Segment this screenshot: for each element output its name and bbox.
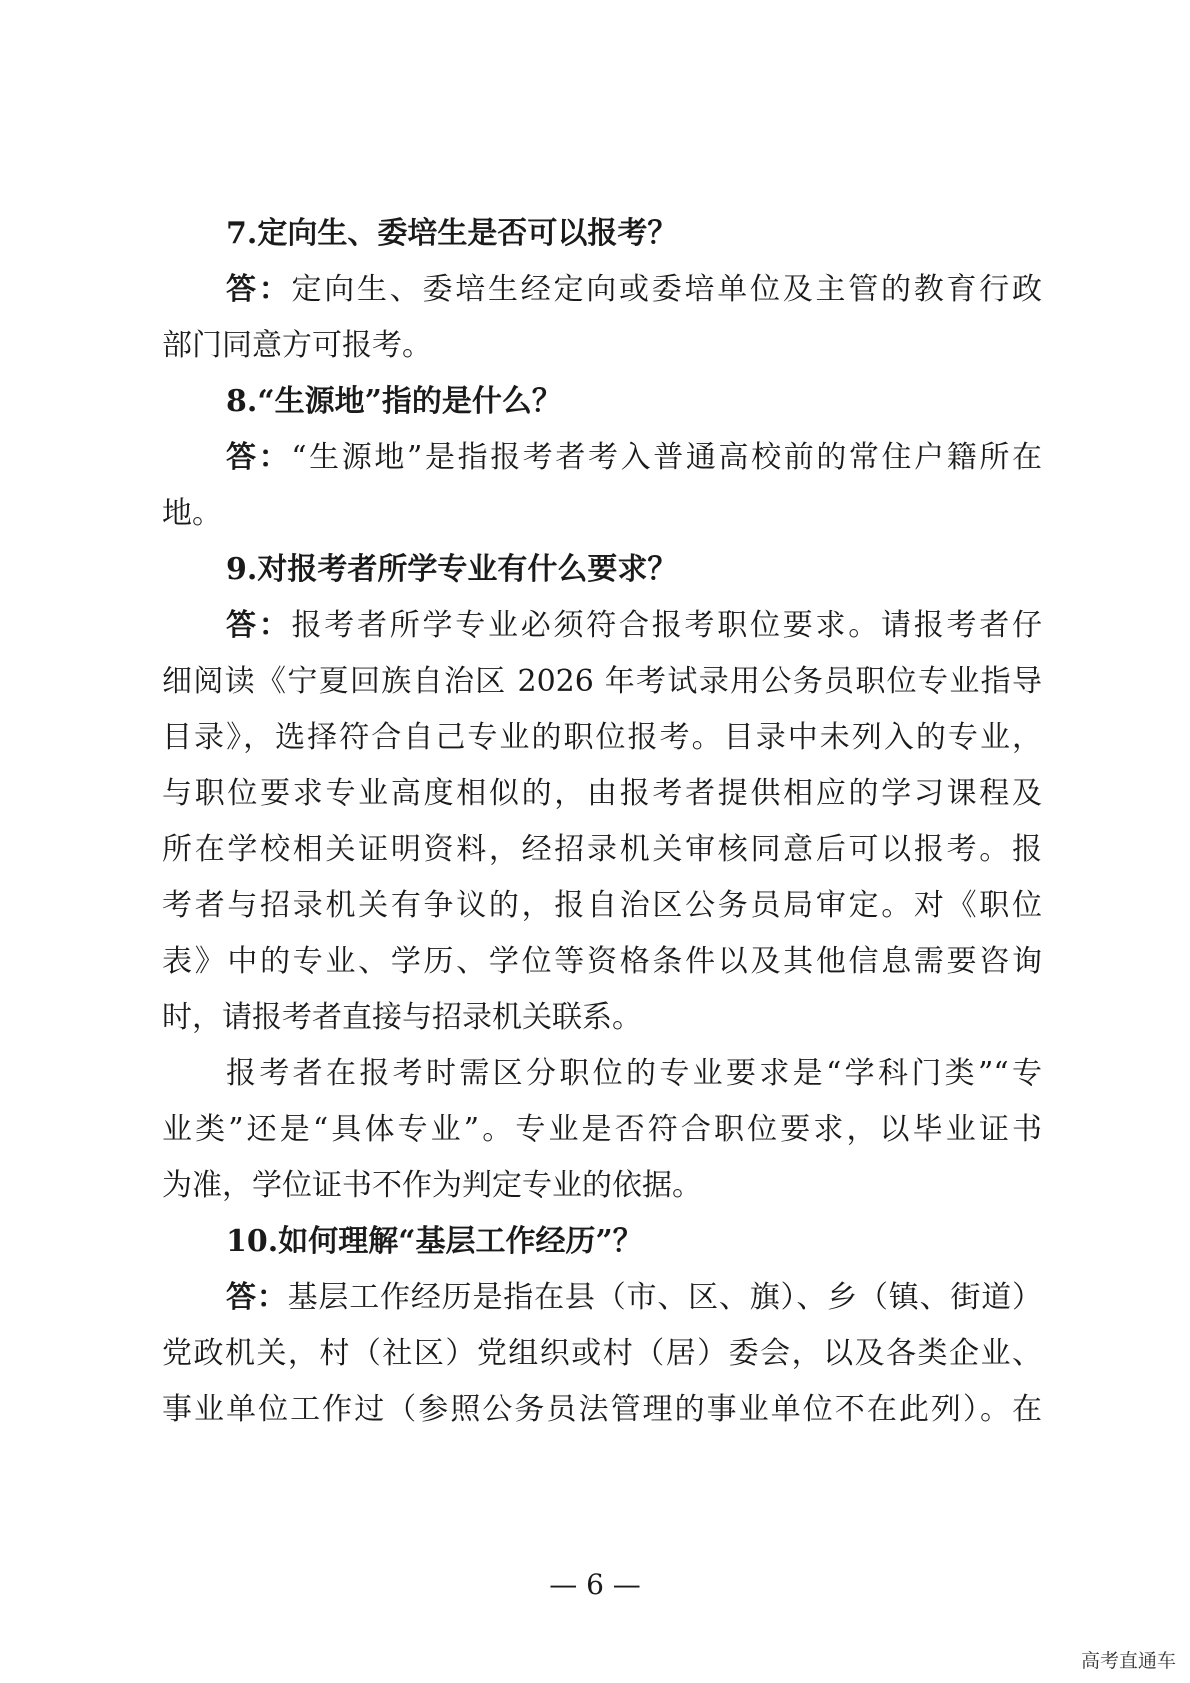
answer-text: 报考者所学专业必须符合报考职位要求。请报考者仔 bbox=[291, 608, 1042, 643]
answer-text: 基层工作经历是指在县（市、区、旗）、乡（镇、街道） bbox=[287, 1280, 1042, 1315]
answer-line bbox=[162, 598, 1042, 654]
question-heading: 7.定向生、委培生是否可以报考？ bbox=[226, 216, 678, 251]
page-number: — 6 — bbox=[549, 1568, 641, 1601]
answer-text: 定向生、委培生经定向或委培单位及主管的教育行政 bbox=[291, 272, 1042, 307]
answer-line: 地。 bbox=[162, 496, 222, 531]
watermark: 高考直通车 bbox=[1080, 1650, 1176, 1672]
answer-line: 细阅读《宁夏回族自治区 2026 年考试录用公务员职位专业指导 bbox=[162, 664, 1042, 699]
answer-line: 考者与招录机关有争议的，报自治区公务员局审定。对《职位 bbox=[162, 888, 1042, 923]
answer-line: 部门同意方可报考。 bbox=[162, 328, 432, 363]
paragraph-line: 为准，学位证书不作为判定专业的依据。 bbox=[162, 1168, 702, 1203]
answer-label: 答： bbox=[226, 272, 292, 307]
answer-line: 时，请报考者直接与招录机关联系。 bbox=[162, 1000, 642, 1035]
answer-text: “生源地”是指报考者考入普通高校前的常住户籍所在 bbox=[291, 440, 1042, 475]
answer-line: 目录》，选择符合自己专业的职位报考。目录中未列入的专业， bbox=[162, 720, 1042, 755]
answer-line: 与职位要求专业高度相似的，由报考者提供相应的学习课程及 bbox=[162, 776, 1042, 811]
document-body bbox=[162, 206, 1042, 1438]
answer-label: 答： bbox=[226, 440, 292, 475]
answer-line: 事业单位工作过（参照公务员法管理的事业单位不在此列）。在 bbox=[162, 1392, 1042, 1427]
answer-line bbox=[162, 430, 1042, 486]
question-heading: 8.“生源地”指的是什么？ bbox=[226, 384, 562, 419]
answer-line bbox=[162, 1270, 1042, 1326]
answer-label: 答： bbox=[226, 608, 292, 643]
question-heading: 10.如何理解“基层工作经历”？ bbox=[226, 1224, 643, 1259]
paragraph-line: 业类”还是“具体专业”。专业是否符合职位要求，以毕业证书 bbox=[162, 1112, 1042, 1147]
answer-line: 表》中的专业、学历、学位等资格条件以及其他信息需要咨询 bbox=[162, 944, 1042, 979]
answer-label: 答： bbox=[226, 1280, 288, 1315]
question-heading: 9.对报考者所学专业有什么要求？ bbox=[226, 552, 678, 587]
answer-line bbox=[162, 262, 1042, 318]
paragraph-line: 报考者在报考时需区分职位的专业要求是“学科门类”“专 bbox=[226, 1056, 1042, 1091]
answer-line: 所在学校相关证明资料，经招录机关审核同意后可以报考。报 bbox=[162, 832, 1042, 867]
answer-line: 党政机关，村（社区）党组织或村（居）委会，以及各类企业、 bbox=[162, 1336, 1042, 1371]
